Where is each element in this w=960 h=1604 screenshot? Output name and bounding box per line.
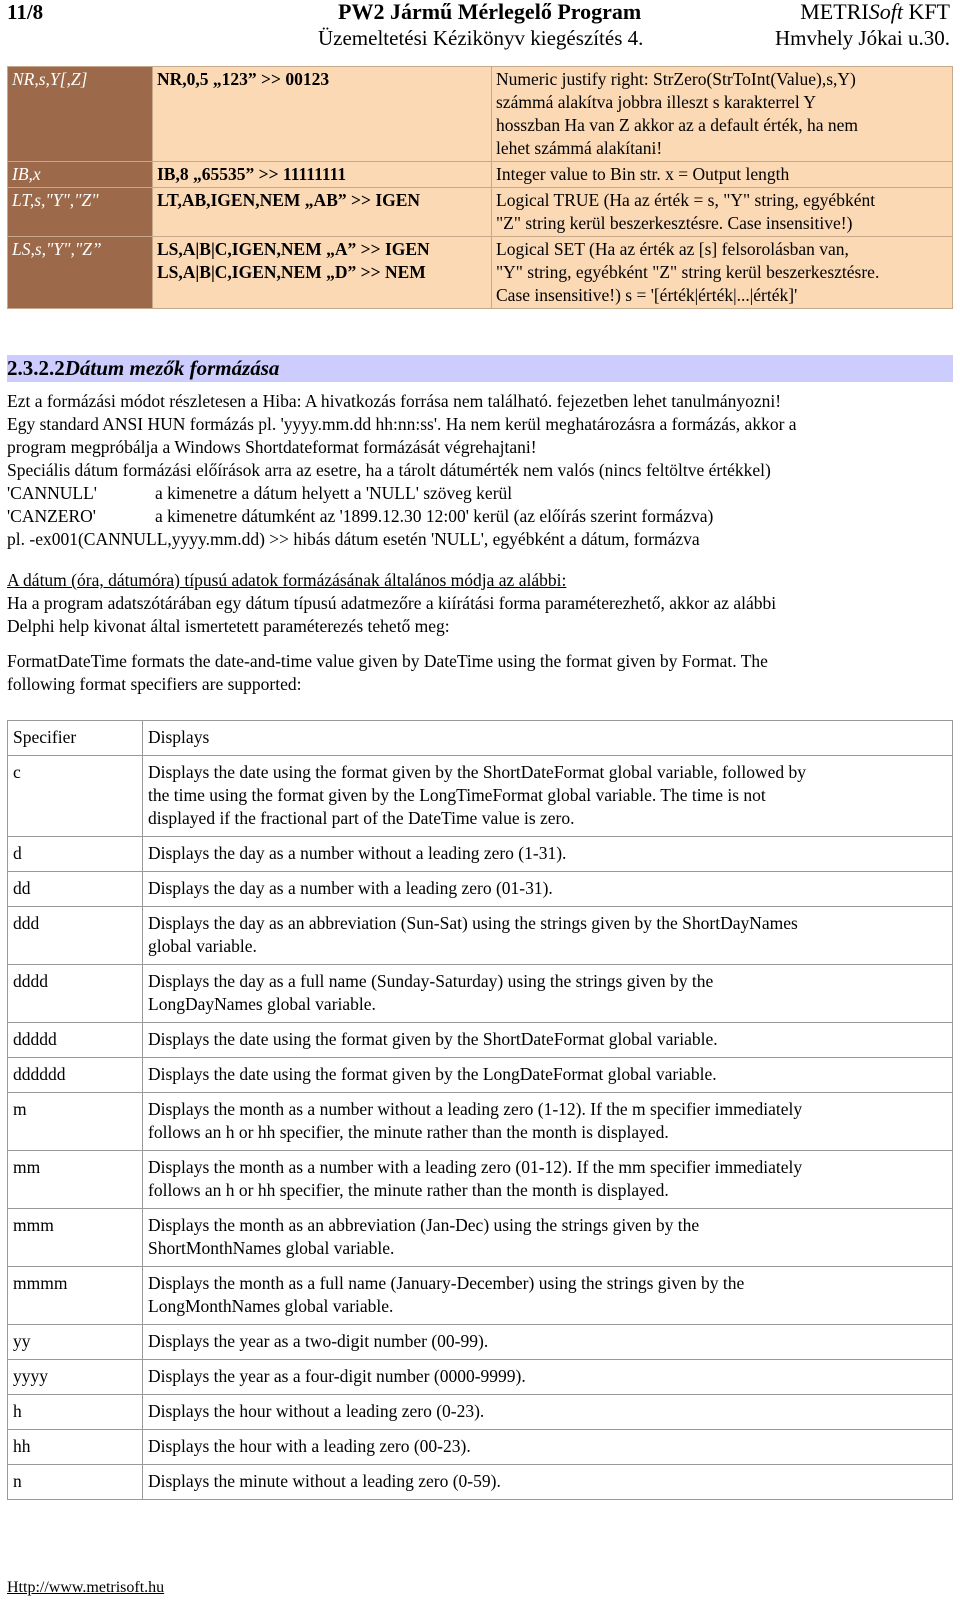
specifier-cell: mm	[8, 1151, 143, 1209]
description-line: Integer value to Bin str. x = Output length	[496, 164, 790, 184]
page-number: 11/8	[7, 0, 44, 24]
format-description	[492, 67, 953, 162]
page-footer	[7, 1578, 164, 1598]
table-row	[8, 756, 953, 837]
displays-cell	[143, 1430, 953, 1465]
table-row	[8, 1465, 953, 1500]
underlined-heading: A dátum (óra, dátumóra) típusú adatok formázásának általános módja az alábbi:	[7, 570, 567, 590]
example-line: IB,8 „65535” >> 11111111	[157, 164, 347, 184]
table-row	[8, 872, 953, 907]
company-name-suffix: KFT	[902, 0, 950, 24]
table-row	[8, 1325, 953, 1360]
displays-line: follows an h or hh specifier, the minute rather than the month is displayed.	[148, 1122, 669, 1142]
specifier-cell: yy	[8, 1325, 143, 1360]
canzero-value: a kimenetre dátumként az '1899.12.30 12:00' kerül (az előírás szerint formázva)	[155, 506, 714, 526]
specifier-cell: m	[8, 1093, 143, 1151]
table-row	[8, 1058, 953, 1093]
displays-cell	[143, 1023, 953, 1058]
description-line: lehet számmá alakítani!	[496, 138, 663, 158]
table-row	[8, 1395, 953, 1430]
text-line: FormatDateTime formats the date-and-time value given by DateTime using the format given by Format. The	[7, 651, 768, 671]
company-address: Hmvhely Jókai u.30.	[775, 26, 950, 50]
description-line: Numeric justify right: StrZero(StrToInt(Value),s,Y)	[496, 69, 856, 89]
website-link[interactable]: Http://www.metrisoft.hu	[7, 1579, 165, 1596]
specifier-cell: mmmm	[8, 1267, 143, 1325]
displays-cell	[143, 1360, 953, 1395]
specifier-cell: ddd	[8, 907, 143, 965]
displays-line: ShortMonthNames global variable.	[148, 1238, 395, 1258]
description-line: Logical SET (Ha az érték az [s] felsorolásban van,	[496, 239, 849, 259]
canzero-row	[7, 505, 953, 528]
intro-paragraph	[7, 390, 953, 551]
canzero-key: 'CANZERO'	[7, 506, 96, 526]
displays-line: Displays the day as a number with a leading zero (01-31).	[148, 878, 553, 898]
table-row	[8, 1023, 953, 1058]
displays-line: Displays the month as a full name (January-December) using the strings given by the	[148, 1273, 745, 1293]
specifier-cell: d	[8, 837, 143, 872]
format-code: IB,x	[8, 162, 153, 188]
displays-cell	[143, 872, 953, 907]
example-line: LS,A|B|C,IGEN,NEM „A” >> IGEN	[157, 239, 430, 259]
displays-cell	[143, 756, 953, 837]
section-heading	[7, 355, 953, 382]
format-code: LT,s,"Y","Z"	[8, 188, 153, 237]
text-line: Speciális dátum formázási előírások arra az esetre, ha a tárolt dátumérték nem valós (nincs feltöltve értékkel)	[7, 460, 771, 480]
example-line: LS,A|B|C,IGEN,NEM „D” >> NEM	[157, 262, 426, 282]
description-line: Case insensitive!) s = '[érték|érték|...|érték]'	[496, 285, 798, 305]
displays-line: Displays the month as a number with a leading zero (01-12). If the mm specifier immediately	[148, 1157, 803, 1177]
description-line: "Y" string, egyébként "Z" string kerül beszerkesztésre.	[496, 262, 880, 282]
format-row	[8, 162, 953, 188]
description-line: hosszban Ha van Z akkor az a default érték, ha nem	[496, 115, 858, 135]
displays-cell	[143, 1058, 953, 1093]
company-name	[800, 0, 950, 24]
displays-line: Displays the date using the format given by the ShortDateFormat global variable, followed by	[148, 762, 807, 782]
section-number: 2.3.2.2	[7, 356, 65, 380]
document-subtitle: Üzemeltetési Kézikönyv kiegészítés 4.	[318, 26, 644, 50]
table-row	[8, 1360, 953, 1395]
header-specifier: Specifier	[8, 721, 143, 756]
format-code-table	[7, 66, 953, 309]
displays-line: Displays the month as an abbreviation (Jan-Dec) using the strings given by the	[148, 1215, 700, 1235]
displays-line: the time using the format given by the LongTimeFormat global variable. The time is not	[148, 785, 766, 805]
company-name-prefix: METRI	[800, 0, 869, 24]
format-row	[8, 237, 953, 309]
displays-line: Displays the day as a full name (Sunday-Saturday) using the strings given by the	[148, 971, 714, 991]
displays-line: Displays the hour with a leading zero (00-23).	[148, 1436, 471, 1456]
text-line: Ha a program adatszótárában egy dátum típusú adatmezőre a kiírátási forma paraméterezhető, akkor az alábbi	[7, 593, 777, 613]
specifier-cell: dd	[8, 872, 143, 907]
description-line: Logical TRUE (Ha az érték = s, "Y" string, egyébként	[496, 190, 876, 210]
displays-line: Displays the month as a number without a leading zero (1-12). If the m specifier immediately	[148, 1099, 803, 1119]
cannull-key: 'CANNULL'	[7, 483, 97, 503]
format-example	[153, 162, 492, 188]
displays-cell	[143, 965, 953, 1023]
formatdatetime-paragraph	[7, 650, 953, 696]
description-line: "Z" string kerül beszerkesztésre. Case insensitive!)	[496, 213, 853, 233]
header-displays: Displays	[143, 721, 953, 756]
specifier-cell: ddddd	[8, 1023, 143, 1058]
specifier-cell: dddd	[8, 965, 143, 1023]
displays-line: Displays the day as a number without a leading zero (1-31).	[148, 843, 567, 863]
displays-line: displayed if the fractional part of the DateTime value is zero.	[148, 808, 575, 828]
format-row	[8, 188, 953, 237]
format-description	[492, 162, 953, 188]
table-row	[8, 965, 953, 1023]
format-description	[492, 237, 953, 309]
text-line: Delphi help kivonat által ismertetett paraméterezés tehető meg:	[7, 616, 450, 636]
displays-line: LongMonthNames global variable.	[148, 1296, 394, 1316]
displays-line: LongDayNames global variable.	[148, 994, 376, 1014]
format-example	[153, 237, 492, 309]
example-line: pl. -ex001(CANNULL,yyyy.mm.dd) >> hibás dátum esetén 'NULL', egyébként a dátum, formázva	[7, 529, 700, 549]
table-row	[8, 1151, 953, 1209]
format-example	[153, 67, 492, 162]
text-line: Ezt a formázási módot részletesen a Hiba: A hivatkozás forrása nem található. fejezetben lehet tanulmányozni!	[7, 391, 782, 411]
specifier-cell: hh	[8, 1430, 143, 1465]
format-example	[153, 188, 492, 237]
displays-cell	[143, 1093, 953, 1151]
specifier-table	[7, 720, 953, 1500]
displays-cell	[143, 1395, 953, 1430]
specifier-cell: mmm	[8, 1209, 143, 1267]
cannull-row	[7, 482, 953, 505]
example-line: LT,AB,IGEN,NEM „AB” >> IGEN	[157, 190, 421, 210]
specifier-cell: h	[8, 1395, 143, 1430]
cannull-value: a kimenetre a dátum helyett a 'NULL' szöveg kerül	[155, 483, 513, 503]
text-line: following format specifiers are supported:	[7, 674, 302, 694]
displays-cell	[143, 837, 953, 872]
displays-line: Displays the date using the format given by the LongDateFormat global variable.	[148, 1064, 717, 1084]
specifier-cell: n	[8, 1465, 143, 1500]
example-line: NR,0,5 „123” >> 00123	[157, 69, 330, 89]
format-code: NR,s,Y[,Z]	[8, 67, 153, 162]
displays-cell	[143, 1151, 953, 1209]
specifier-cell: yyyy	[8, 1360, 143, 1395]
specifier-cell: dddddd	[8, 1058, 143, 1093]
description-line: számmá alakítva jobbra illeszt s karakterrel Y	[496, 92, 817, 112]
section-title: Dátum mezők formázása	[64, 356, 280, 380]
table-row	[8, 1209, 953, 1267]
text-line: Egy standard ANSI HUN formázás pl. 'yyyy.mm.dd hh:nn:ss'. Ha nem kerül meghatározásra a formázás, akkor a	[7, 414, 797, 434]
page-header	[0, 0, 960, 55]
specifier-cell: c	[8, 756, 143, 837]
text-line: program megpróbálja a Windows Shortdateformat formázását végrehajtani!	[7, 437, 537, 457]
general-format-paragraph	[7, 569, 953, 638]
displays-line: Displays the day as an abbreviation (Sun-Sat) using the strings given by the ShortDayNames	[148, 913, 798, 933]
table-row	[8, 1093, 953, 1151]
displays-line: global variable.	[148, 936, 257, 956]
displays-line: Displays the year as a two-digit number (00-99).	[148, 1331, 489, 1351]
displays-line: Displays the date using the format given by the ShortDateFormat global variable.	[148, 1029, 718, 1049]
displays-cell	[143, 1209, 953, 1267]
format-row	[8, 67, 953, 162]
format-description	[492, 188, 953, 237]
company-name-italic: Soft	[868, 0, 903, 24]
displays-cell	[143, 907, 953, 965]
displays-cell	[143, 1465, 953, 1500]
displays-line: Displays the hour without a leading zero (0-23).	[148, 1401, 485, 1421]
table-row	[8, 837, 953, 872]
table-row	[8, 907, 953, 965]
table-row	[8, 1430, 953, 1465]
format-code: LS,s,"Y","Z”	[8, 237, 153, 309]
table-row	[8, 1267, 953, 1325]
displays-cell	[143, 1325, 953, 1360]
displays-line: Displays the year as a four-digit number (0000-9999).	[148, 1366, 526, 1386]
table-header-row	[8, 721, 953, 756]
displays-line: Displays the minute without a leading zero (0-59).	[148, 1471, 501, 1491]
displays-line: follows an h or hh specifier, the minute rather than the month is displayed.	[148, 1180, 669, 1200]
displays-cell	[143, 1267, 953, 1325]
document-title: PW2 Jármű Mérlegelő Program	[338, 0, 642, 24]
